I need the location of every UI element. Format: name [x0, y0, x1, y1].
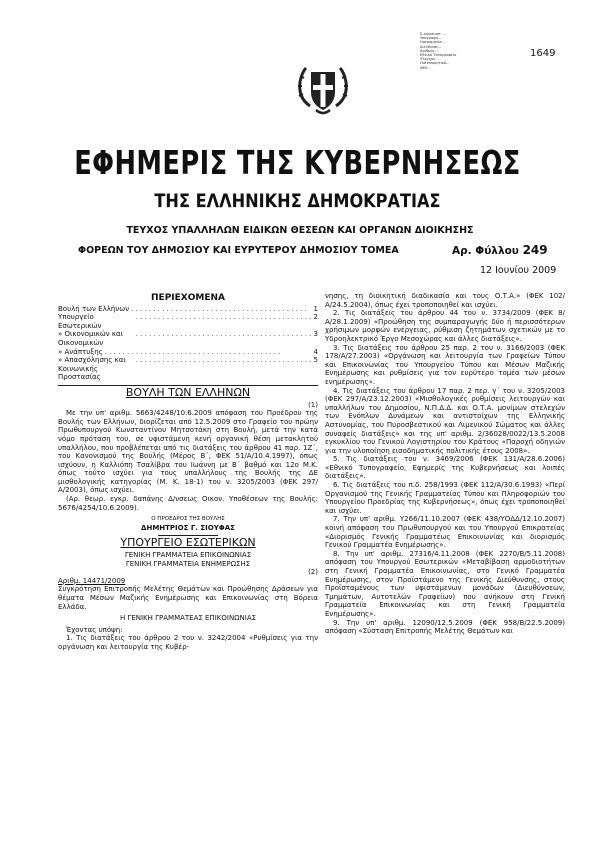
gazette-subtitle: ΤΗΣ ΕΛΛΗΝΙΚΗΣ ΔΗΜΟΚΡΑΤΙΑΣ	[154, 190, 441, 212]
digital-signature-block	[420, 32, 488, 70]
legal-basis-paragraph: 8. Την υπ' αριθμ. 27316/4.11.2008 (ΦΕΚ 2270/Β/5.11.2008) απόφαση του Υπουργού Εσωτερικών «Μεταβίβαση αρμοδιοτήτων στη Γενική Γραμματέα Επικοινωνίας, στο Γενικό Γραμματέα Ενημέρωσης, στον Προϊστάμενο της Γενικής Διεύθυνσης, στους Προϊσταμένους των υφιστάμενων μονάδων (Διευθύνσεων, Τμημάτων, Αυτοτελών Γραφείων) που ανήκουν στη Γενική Γραμματεία Επικοινωνίας και στη Γενική Γραμματεία Ενημέρωσης».	[325, 549, 565, 618]
gazette-title: ΕΦΗΜΕΡΙΣ ΤΗΣ ΚΥΒΕΡΝΗΣΕΩΣ	[74, 143, 521, 182]
legal-basis-1: 1. Τις διατάξεις του άρθρου 2 του ν. 3242/2004 «Ρυθμίσεις για την οργάνωση και λειτουργία της Κυβέρ-	[58, 634, 318, 651]
approval-note-1: (Αρ. θεωρ. εγκρ. δαπάνης Δ/νσεως Οικον. Υποθέσεων της Βουλής: 5676/4254/10.6.2009).	[58, 495, 318, 512]
decision-reference-2: Αριθμ. 14471/2009	[58, 576, 126, 585]
sheet-number-value: 249	[522, 243, 548, 257]
signature-line: Υπογραφή...	[420, 36, 442, 41]
toc-leader-dots: . . . . . . . . . . . . . . . . . . . . . . . . . . . . . . . . . . . . . . . .	[130, 304, 307, 313]
legal-basis-paragraph: 6. Τις διατάξεις του π.δ. 258/1993 (ΦΕΚ 112/Α/30.6.1993) «Περί Οργανισμού της Γενικής Γραμματείας Τύπου και Πληροφοριών του Υπουργείου Προεδρίας της Κυβερνήσεως», όπως έχει τροποποιηθεί και ισχύει.	[325, 481, 565, 515]
toc-item[interactable]	[58, 313, 318, 330]
legal-basis-paragraph: 2. Τις διατάξεις του άρθρου 44 του ν. 3734/2009 (ΦΕΚ 8/Α/28.1.2009) «Προώθηση της συμπαραγωγής δύο ή περισσότερων χρήσιμων μορφών ενέργειας, ρύθμιση ζητημάτων σχετικών με το Υδροηλεκτρικό Έργο Μεσοχώρας και άλλες διατάξεις».	[325, 309, 565, 343]
issuing-authority: Η ΓΕΝΙΚΗ ΓΡΑΜΜΑΤΕΑΣ ΕΠΙΚΟΙΝΩΝΙΑΣ	[119, 614, 257, 623]
toc-item[interactable]	[58, 356, 318, 382]
signature-line: ΦΕΚ...	[420, 65, 431, 70]
legal-basis-paragraph: νησης, τη διοικητική διαδικασία και τους Ο.Τ.Α.» (ΦΕΚ 102/Α/24.5.2004), όπως έχει τροποποιηθεί και ισχύει.	[325, 292, 565, 309]
legal-basis-paragraph: 3. Τις διατάξεις του άρθρου 25 παρ. 2 του ν. 3166/2003 (ΦΕΚ 178/Α/27.2003) «Οργάνωση και λειτουργία των Γραφείων Τύπου και Επικοινωνίας του Υπουργείου Τύπου και Μέσων Μαζικής Ενημέρωσης και ρυθμίσεις για τον ευρύτερο τομέα των μέσων ενημέρωσης».	[325, 343, 565, 386]
signature-line: Διεύθυνση...	[420, 44, 442, 49]
having-regard-heading: Έχοντας υπόψη:	[66, 625, 123, 634]
signature-line: Εθνικό Τυπογραφείο	[420, 53, 457, 58]
toc-item-page: 4	[313, 347, 318, 356]
legal-basis-paragraph: 7. Την υπ' αριθμ. Y266/11.10.2007 (ΦΕΚ 438/ΥΟΔΔ/12.10.2007) κοινή απόφαση του Πρωθυπουργού και του Υπουργού Επικρατείας «Διορισμός Γενικής Γραμματέως Επικοινωνίας και διορισμός Γενικού Γραμματέα Ενημέρωσης».	[325, 515, 565, 550]
right-column	[325, 292, 565, 636]
toc-item[interactable]	[58, 305, 318, 314]
toc-leader-dots: . . . . . . . . . . . . . . . . . . . . . . . . . . . . . . . . . . . . . . . .	[135, 330, 312, 339]
signature-line: Ημερομηνία...	[420, 40, 445, 45]
sheet-label: Αρ. Φύλλου	[452, 245, 519, 257]
toc-leader-dots: . . . . . . . . . . . . . . . . . . . . . . . . . . . . . . . . . . . . . . . .	[135, 356, 312, 365]
signature-line: Έλεγχος...	[420, 57, 439, 62]
issue-series-line-2: ΦΟΡΕΩΝ ΤΟΥ ΔΗΜΟΣΙΟΥ ΚΑΙ ΕΥΡΥΤΕΡΟΥ ΔΗΜΟΣΙΟΥ ΤΟΜΕΑ	[78, 245, 399, 256]
legal-basis-paragraph: 9. Την υπ' αριθμ. 12090/12.5.2009 (ΦΕΚ 958/Β/22.5.2009) απόφαση «Σύσταση Επιτροπής Μελέτης Θεμάτων και	[325, 618, 565, 636]
toc-leader-dots: . . . . . . . . . . . . . . . . . . . . . . . . . . . . . . . . . . . . . . . .	[104, 347, 281, 356]
general-secretariat-line-1: ΓΕΝΙΚΗ ΓΡΑΜΜΑΤΕΙΑ ΕΠΙΚΟΙΝΩΝΙΑΣ	[124, 551, 252, 560]
legal-basis-paragraph: 5. Τις διατάξεις του ν. 3469/2006 (ΦΕΚ 131/Α/28.6.2006) «Εθνικό Τυπογραφείο, Εφημερίς της Κυβερνήσεως και λοιπές διατάξεις».	[325, 455, 565, 481]
signature-line: E-signature: ...	[420, 32, 447, 36]
table-of-contents	[58, 305, 318, 382]
issue-date: 12 Ιουνίου 2009	[480, 265, 557, 276]
decision-title-2: Συγκρότηση Επιτροπής Μελέτης Θεμάτων και Προώθησης Δράσεων για θέματα Μέσων Μαζικής Ενημέρωσης και Επικοινωνίας στη Βόρεια Ελλάδα.	[58, 585, 318, 611]
toc-item[interactable]	[58, 348, 318, 357]
section-heading-interior: ΥΠΟΥΡΓΕΙΟ ΕΣΩΤΕΡΙΚΩΝ	[120, 536, 256, 550]
toc-heading: ΠΕΡΙΕΧΟΜΕΝΑ	[151, 293, 225, 303]
signature-line: Πιστοποιητικό...	[420, 61, 450, 66]
toc-leader-dots: . . . . . . . . . . . . . . . . . . . . . . . . . . . . . . . . . . . . . . . .	[135, 313, 312, 322]
toc-item-label: » Ανάπτυξης	[58, 347, 103, 356]
toc-item-label: Υπουργείο Εσωτερικών	[58, 313, 102, 330]
toc-item-page: 1	[313, 304, 318, 313]
toc-item-page: 5	[313, 356, 318, 365]
toc-item-page: 2	[313, 313, 318, 322]
toc-item[interactable]	[58, 330, 318, 347]
item-number-2: (2)	[308, 568, 318, 577]
decision-text-1: Με την υπ' αριθμ. 5663/4248/10.6.2009 απόφαση του Προέδρου της Βουλής των Ελλήνων, διορίζεται από 12.5.2009 στο Γραφείο του πρώην Πρωθυπουργού Κωνσταντίνου Μητσοτάκη στη Βουλή, μετά την κατά νόμο πρόταση του, σε υφιστάμενη κενή οργανική θέση μετακλητού υπαλλήλου, που προβλέπεται από τις διατάξεις του άρθρου 41 παρ. 1Ζ΄, του Κανονισμού της Βουλής (Μέρος Β΄, ΦΕΚ 51/Α/10.4.1997), όπως ισχύουν, η Καλλιόπη Τσαλίβρα του Ιωάννη με Β΄ βαθμό και 12ο Μ.Κ. όπως τούτο ισχύει για τους υπαλλήλους της Βουλής της ΔΕ μισθολογικής κατηγορίας (Μ. Κ. 18-1) του ν. 3205/2003 (ΦΕΚ 297/Α/2003), όπως ισχύει.	[58, 409, 318, 495]
toc-item-page: 3	[313, 330, 318, 339]
sheet-number	[452, 243, 548, 257]
signer-role: Ο ΠΡΟΕΔΡΟΣ ΤΗΣ ΒΟΥΛΗΣ	[151, 516, 225, 523]
issue-series-line-1: ΤΕΥΧΟΣ ΥΠΑΛΛΗΛΩΝ ΕΙΔΙΚΩΝ ΘΕΣΕΩΝ ΚΑΙ ΟΡΓΑΝΩΝ ΔΙΟΙΚΗΣΗΣ	[126, 225, 474, 236]
toc-item-label: » Απασχόλησης και Κοινωνικής Προστασίας	[58, 356, 126, 382]
page-number: 1649	[530, 48, 556, 59]
left-column	[58, 292, 318, 652]
signer-name: ΔΗΜΗΤΡΙΟΣ Γ. ΣΙΟΥΦΑΣ	[141, 523, 235, 532]
coat-of-arms-emblem-icon	[296, 58, 350, 120]
toc-item-label: » Οικονομικών και Οικονομικών	[58, 330, 124, 347]
general-secretariat-line-2: ΓΕΝΙΚΗ ΓΡΑΜΜΑΤΕΙΑ ΕΝΗΜΕΡΩΣΗΣ	[125, 559, 251, 568]
section-heading-parliament: ΒΟΥΛΗ ΤΩΝ ΕΛΛΗΝΩΝ	[125, 385, 251, 399]
toc-item-label: Βουλή των Ελλήνων	[58, 304, 129, 313]
signature-line: Αριθμός...	[420, 48, 439, 53]
legal-basis-paragraph: 4. Τις διατάξεις του άρθρου 17 παρ. 2 περ. γ΄ του ν. 3205/2003 (ΦΕΚ 297/Α/23.12.2003) «Μισθολογικές ρυθμίσεις λειτουργών και υπαλλήλων του Δημοσίου, Ν.Π.Δ.Δ. και Ο.Τ.Α. μονίμων στελεχών των Ενόπλων Δυνάμεων και αντιστοίχων της Ελληνικής Αστυνομίας, του Πυροσβεστικού και Λιμενικού Σώματος και άλλες συναφείς διατάξεις» και της υπ' αριθμ. 2/36028/0022/13.5.2008 εγκυκλίου του Γενικού Λογιστηρίου του Κράτους «Παροχή οδηγιών για την υλοποίηση εισοδηματικής πολιτικής έτους 2008».	[325, 386, 565, 455]
item-number-1: (1)	[308, 400, 318, 409]
